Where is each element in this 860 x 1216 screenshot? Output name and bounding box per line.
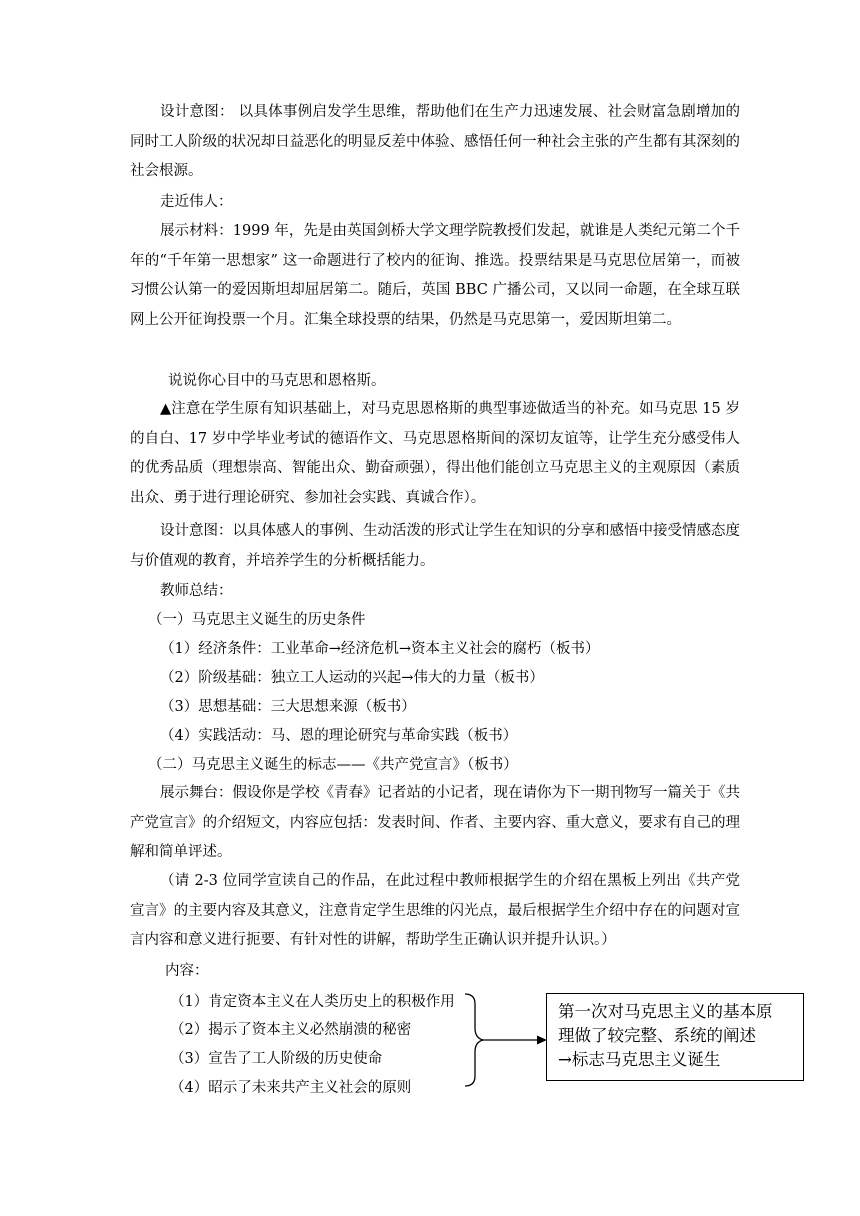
content-item: （4）昭示了未来共产主义社会的原则 (170, 1080, 412, 1096)
summary-line: 理做了较完整、系统的阐述 (558, 1026, 756, 1045)
section-heading-1: （一）马克思主义诞生的历史条件 (148, 612, 366, 628)
note-paragraph: ▲注意在学生原有知识基础上，对马克思恩格斯的典型事迹做适当的补充。如马克思 15 岁的自白、17 岁中学毕业考试的德语作文、马克思恩格斯间的深切友谊等，让学生充分感受伟人的优秀品质（理想崇高、智能出众、勤奋顽强），得出他们能创立马克思主义的主观原因（素质出众、勇于进行理论研究、参加社会实践、真诚合作）。 (130, 401, 740, 506)
content-item: （2）揭示了资本主义必然崩溃的秘密 (170, 1022, 412, 1038)
content-label: 内容： (165, 963, 209, 979)
brace-arrow-icon (463, 990, 553, 1090)
material-paragraph: 展示材料：1999 年，先是由英国剑桥大学文理学院教授们发起，就谁是人类纪元第二个千年的“千年第一思想家” 这一命题进行了校内的征询、推选。投票结果是马克思位居第一，而被习惯公认第一的爱因斯坦却屈居第二。随后，英国 BBC 广播公司，又以同一命题，在全球互联网上公开征询投票一个月。汇集全球投票的结果，仍然是马克思第一，爱因斯坦第二。 (130, 223, 740, 328)
teacher-summary-heading: 教师总结： (160, 583, 233, 599)
condition-item: （3）思想基础：三大思想来源（板书） (160, 699, 416, 715)
condition-item: （4）实践活动：马、恩的理论研究与革命实践（板书） (160, 728, 518, 744)
design-intent-paragraph: 设计意图： 以具体事例启发学生思维，帮助他们在生产力迅速发展、社会财富急剧增加的同时工人阶级的状况却日益恶化的明显反差中体验、感悟任何一种社会主张的产生都有其深刻的社会根源。 (130, 104, 740, 179)
content-item: （3）宣告了工人阶级的历史使命 (170, 1051, 383, 1067)
approach-heading: 走近伟人： (160, 194, 233, 210)
talk-prompt: 说说你心目中的马克思和恩格斯。 (168, 373, 386, 389)
summary-line: 第一次对马克思主义的基本原 (558, 1002, 773, 1021)
content-item: （1）肯定资本主义在人类历史上的积极作用 (170, 994, 455, 1010)
summary-box (546, 993, 804, 1081)
condition-item: （2）阶级基础：独立工人运动的兴起→伟大的力量（板书） (160, 670, 544, 686)
design-intent-paragraph-2: 设计意图：以具体感人的事例、生动活泼的形式让学生在知识的分享和感悟中接受情感态度与价值观的教育，并培养学生的分析概括能力。 (130, 523, 740, 569)
condition-item: （1）经济条件：工业革命→经济危机→资本主义社会的腐朽（板书） (160, 641, 600, 657)
stage-paragraph: 展示舞台：假设你是学校《青春》记者站的小记者，现在请你为下一期刊物写一篇关于《共产党宣言》的介绍短文，内容应包括：发表时间、作者、主要内容、重大意义，要求有自己的理解和简单评述。 (130, 785, 740, 860)
stage-note-paragraph: （请 2-3 位同学宣读自己的作品，在此过程中教师根据学生的介绍在黑板上列出《共产党宣言》的主要内容及其意义，注意肯定学生思维的闪光点，最后根据学生介绍中存在的问题对宣言内容和意义进行扼要、有针对性的讲解，帮助学生正确认识并提升认识。） (130, 873, 740, 948)
summary-line: →标志马克思主义诞生 (558, 1050, 721, 1069)
section-heading-2: （二）马克思主义诞生的标志——《共产党宣言》（板书） (148, 757, 518, 773)
